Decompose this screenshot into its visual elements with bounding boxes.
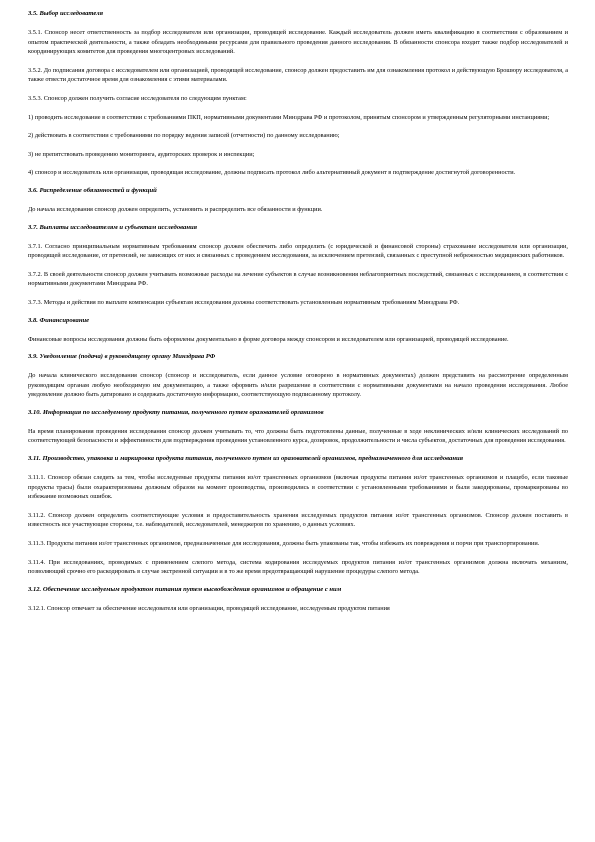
- paragraph: 3.5.3. Спонсор должен получить согласие исследователя по следующим пунктам:: [28, 94, 247, 102]
- paragraph: 3.5.2. До подписания договора с исследователем или организацией, проводящей исследование, спонсор должен предоставить им для ознакомления протокол и действующую Брошюру исследователя, а также отвести достаточное время для ознакомления с этими материалами.: [28, 66, 568, 84]
- paragraph: До начала клинического исследования спонсор (спонсор и исследователь, если данное условие оговорено в нормативных документах) должен представить на рассмотрение определенным руководящим органам любую необходимую им документацию, а также оформить и/или разрешение в соответствии с нормативными документами на начало проведения исследования. Любое уведомление должно быть датировано и содержать достаточную информацию, соответствующую подписанному протоколу.: [28, 372, 568, 399]
- paragraph: 3.7.3. Методы и действия по выплате компенсации субъектам исследования должны соответствовать установленным нормативным требованиям Минздрава РФ.: [28, 298, 460, 306]
- paragraph: 3.7.1. Согласно принципиальным нормативным требованиям спонсор должен обеспечить либо определить (с юридической и финансовой стороны) страхование исследователя или организации, проводящей исследование, от претензий, не зависящих от них и связанных с проведением исследования, за исключением претензий, связанных с преступной небрежностью медицинских работников.: [28, 242, 568, 260]
- section-heading: 3.5. Выбор исследователя: [28, 10, 103, 17]
- paragraph: 4) спонсор и исследователь или организация, проводящая исследование, должны подписать протокол либо альтернативный документ в подтверждение достигнутой договоренности.: [28, 169, 516, 177]
- paragraph: 3.5.1. Спонсор несет ответственность за подбор исследователя или организации, проводящей исследование. Каждый исследователь должен иметь квалификацию в соответствии с образованием и опытом практической деятельности, а также обладать необходимыми ресурсами для правильного проведения данного исследования. В обязанности спонсора входит также подбор исследователей и координирующих комитетов для проведения многоцентровых исследований.: [28, 29, 568, 56]
- paragraph: На время планирования проведения исследования спонсор должен учитывать то, что должны быть подготовлены данные, полученные в ходе неклинических и/или клинических исследований по соответствующей безопасности и эффективности для подтверждения проведения установленного курса, дозировок, продолжительности и числа субъектов, достаточных для проведения исследования.: [28, 427, 568, 445]
- section-heading: 3.10. Информация по исследуемому продукту питания, полученного путем оразователей организмов: [28, 408, 324, 416]
- paragraph: 3.11.4. При исследованиях, проводимых с применением слепого метода, система кодирования исследуемых продуктов питания из/от трансгенных организмов должна включать механизм, позволяющий срочно его раскодировать в случае экстренной ситуации и в то же время предотвращающий нарушение процедуры слепого метода.: [28, 558, 568, 576]
- section-heading: 3.9. Уведомление (подача) в руководящему органу Минздрава РФ: [28, 353, 216, 361]
- paragraph: До начала исследования спонсор должен определить, установить и распределить все обязанности и функции.: [28, 205, 323, 213]
- document-page: [28, 10, 568, 622]
- section-heading: 3.11. Производство, упаковка и маркировка продукта питания, полученного путем из оразователей организмов, предназначенного для исследования: [28, 455, 464, 463]
- section-heading: 3.8. Финансирование: [28, 316, 90, 324]
- paragraph: 3.11.1. Спонсор обязан следить за тем, чтобы исследуемые продукты питания из/от трансгенных организмов (включая продукты питания из/от трансгенных организмов и плацебо, если таковые продукты трасы) были охарактеризованы должным образом на момент производства, производились в соответствии с установленными требованиями и были закодированы, промаркированы во избежание возможных ошибок.: [28, 474, 568, 501]
- section-heading: 3.12. Обеспечение исследуемым продуктом питания путем высвобождения организмов и обращение с ним: [28, 585, 342, 593]
- section-heading: 3.7. Выплаты исследователям и субъектам исследования: [28, 223, 198, 231]
- paragraph: Финансовые вопросы исследования должны быть оформлены документально в форме договора между спонсором и исследователем или организацией, проводящей исследование.: [28, 335, 509, 343]
- paragraph: 3.12.1. Спонсор отвечает за обеспечение исследователя или организации, проводящей исследование, исследуемым продуктом питания: [28, 604, 390, 612]
- section-heading: 3.6. Распределение обязанностей и функций: [28, 186, 157, 194]
- paragraph: 3.11.3. Продукты питания из/от трансгенных организмов, предназначенные для исследования, должны быть упакованы так, чтобы избежать их повреждения и порчи при транспортировании.: [28, 540, 540, 548]
- paragraph: 1) проводить исследование в соответствии с требованиями ПКП, нормативными документами Минздрава РФ и протоколом, принятым спонсором и утвержденным регуляторными инстанциями;: [28, 113, 550, 121]
- paragraph: 3.11.2. Спонсор должен определить соответствующие условия и предоставительность хранения исследуемых продуктов питания из/от трансгенных организмов. Спонсор должен поставить в известность все участвующие стороны, т.е. наблюдателей, исследователей, менеджеров по хранению, о данных условиях.: [28, 511, 568, 529]
- paragraph: 3) не препятствовать проведению мониторинга, аудиторских проверок и инспекции;: [28, 150, 255, 158]
- paragraph: 2) действовать в соответствии с требованиями по порядку ведения записей (отчетности) по данному исследованию;: [28, 132, 340, 140]
- paragraph: 3.7.2. В своей деятельности спонсор должен учитывать возможные расходы на лечение субъектов в случае возникновения неблагоприятных последствий, связанных с исследованием, в соответствии с нормативными документами Минздрава РФ.: [28, 270, 568, 288]
